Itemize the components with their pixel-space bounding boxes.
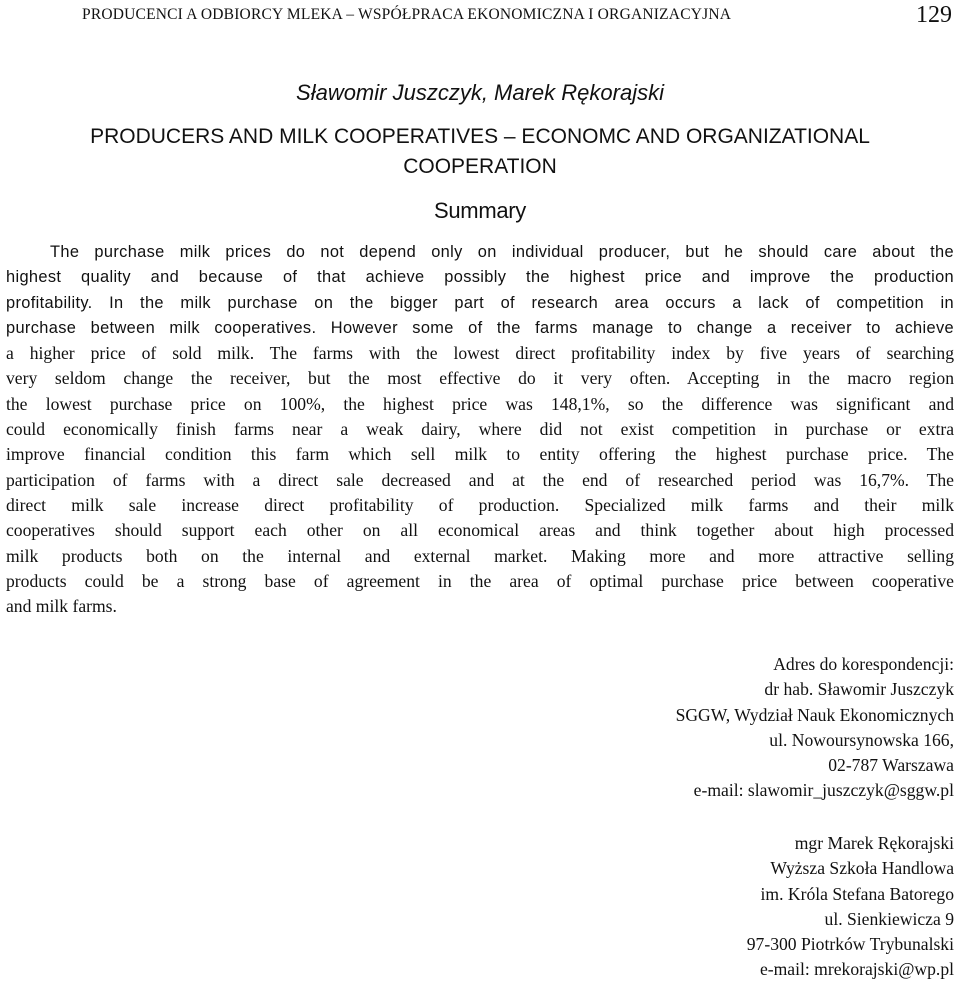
address-line: 97-300 Piotrków Trybunalski [746,934,954,955]
summary-line: The purchase milk prices do not depend only on individual producer, but he should care about the [50,243,954,261]
page-number: 129 [916,2,952,28]
summary-line: profitability. In the milk purchase on the bigger part of research area occurs a lack of competition in [6,293,954,312]
summary-line: the lowest purchase price on 100%, the highest price was 148,1%, so the difference was significant and [6,393,954,414]
address-line: ul. Sienkiewicza 9 [824,908,954,929]
address-line: dr hab. Sławomir Juszczyk [764,679,954,700]
summary-line: milk products both on the internal and external market. Making more and more attractive selling [6,545,954,566]
summary-line: direct milk sale increase direct profitability of production. Specialized milk farms and their milk [6,494,954,515]
email-address: e-mail: slawomir_juszczyk@sggw.pl [693,780,954,801]
summary-line: purchase between milk cooperatives. However some of the farms manage to change a receiver to achieve [6,318,954,337]
summary-line: highest quality and because of that achieve possibly the highest price and improve the production [6,268,954,287]
summary-line: could economically finish farms near a weak dairy, where did not exist competition in purchase or extra [6,419,954,440]
address-line: Wyższa Szkoła Handlowa [770,858,954,879]
address-line: SGGW, Wydział Nauk Ekonomicznych [675,704,954,725]
summary-line: cooperatives should support each other on all economical areas and think together about high processed [6,520,954,541]
email-address: e-mail: mrekorajski@wp.pl [759,959,954,980]
address-line: 02-787 Warszawa [828,755,954,776]
correspondence-heading: Adres do korespondencji: [773,654,954,674]
summary-line: a higher price of sold milk. The farms with the lowest direct profitability index by five years of searching [6,343,954,364]
address-line: ul. Nowoursynowska 166, [769,729,954,750]
summary-line: improve financial condition this farm which sell milk to entity offering the highest purchase price. The [6,444,954,465]
summary-line: very seldom change the receiver, but the most effective do it very often. Accepting in the macro region [6,368,954,389]
summary-text [6,240,954,619]
article-title-line: COOPERATION [403,155,557,178]
summary-line: products could be a strong base of agreement in the area of optimal purchase price between cooperative [6,570,954,591]
summary-line: and milk farms. [6,596,117,617]
article-authors: Sławomir Juszczyk, Marek Rękorajski [296,80,664,105]
article-title-line: PRODUCERS AND MILK COOPERATIVES – ECONOMC AND ORGANIZATIONAL [90,125,870,148]
address-line: im. Króla Stefana Batorego [760,883,954,904]
running-head: PRODUCENCI A ODBIORCY MLEKA – WSPÓŁPRACA EKONOMICZNA I ORGANIZACYJNA [82,6,732,23]
address-line: mgr Marek Rękorajski [794,833,954,853]
summary-heading: Summary [433,198,527,223]
summary-line: participation of farms with a direct sale decreased and at the end of researched period was 16,7%. The [6,469,954,490]
correspondence-address-1 [676,652,954,804]
correspondence-address-2 [747,831,954,983]
article-title [0,122,960,182]
